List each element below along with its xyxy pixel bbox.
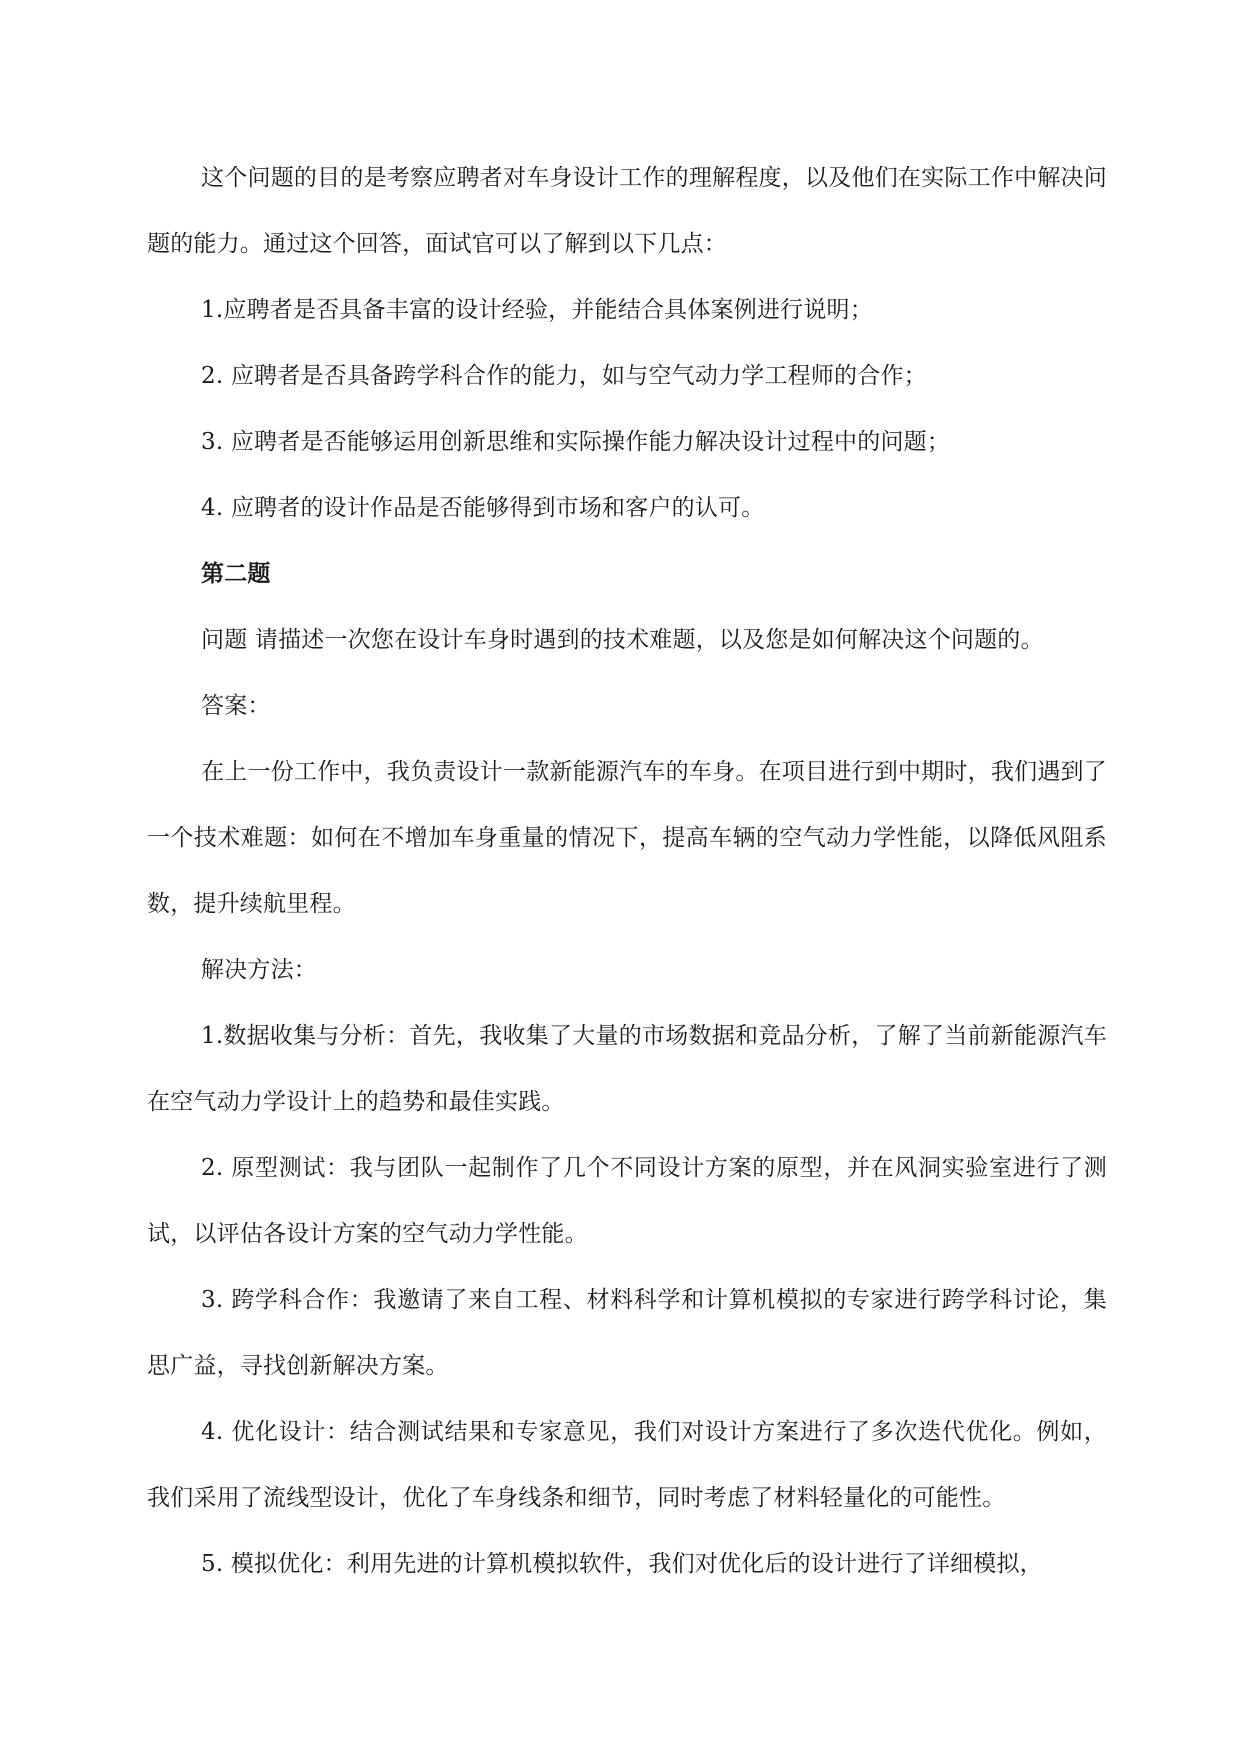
question-text: 问题 请描述一次您在设计车身时遇到的技术难题，以及您是如何解决这个问题的。 bbox=[201, 627, 1044, 653]
document-body bbox=[147, 145, 1107, 1597]
solution-step: 3. 跨学科合作：我邀请了来自工程、材料科学和计算机模拟的专家进行跨学科讨论，集思广益，寻找创新解决方案。 bbox=[147, 1287, 1107, 1379]
list-item: 2. 应聘者是否具备跨学科合作的能力，如与空气动力学工程师的合作； bbox=[201, 363, 927, 389]
solution-label: 解决方法： bbox=[201, 957, 317, 983]
solution-step: 5. 模拟优化：利用先进的计算机模拟软件，我们对优化后的设计进行了详细模拟， bbox=[201, 1551, 1043, 1577]
solution-step: 4. 优化设计：结合测试结果和专家意见，我们对设计方案进行了多次迭代优化。例如，我们采用了流线型设计，优化了车身线条和细节，同时考虑了材料轻量化的可能性。 bbox=[147, 1419, 1107, 1511]
solution-step: 1.数据收集与分析：首先，我收集了大量的市场数据和竞品分析，了解了当前新能源汽车在空气动力学设计上的趋势和最佳实践。 bbox=[147, 1023, 1107, 1115]
list-item: 4. 应聘者的设计作品是否能够得到市场和客户的认可。 bbox=[201, 495, 765, 521]
solution-step: 2. 原型测试：我与团队一起制作了几个不同设计方案的原型，并在风洞实验室进行了测试，以评估各设计方案的空气动力学性能。 bbox=[147, 1155, 1107, 1247]
answer-label: 答案： bbox=[201, 693, 271, 719]
intro-paragraph: 这个问题的目的是考察应聘者对车身设计工作的理解程度，以及他们在实际工作中解决问题的能力。通过这个回答，面试官可以了解到以下几点： bbox=[147, 165, 1107, 257]
section-heading: 第二题 bbox=[201, 561, 271, 587]
list-item: 3. 应聘者是否能够运用创新思维和实际操作能力解决设计过程中的问题； bbox=[201, 429, 951, 455]
answer-paragraph: 在上一份工作中，我负责设计一款新能源汽车的车身。在项目进行到中期时，我们遇到了一个技术难题：如何在不增加车身重量的情况下，提高车辆的空气动力学性能，以降低风阻系数，提升续航里程。 bbox=[147, 759, 1107, 917]
list-item: 1.应聘者是否具备丰富的设计经验，并能结合具体案例进行说明； bbox=[201, 297, 873, 323]
